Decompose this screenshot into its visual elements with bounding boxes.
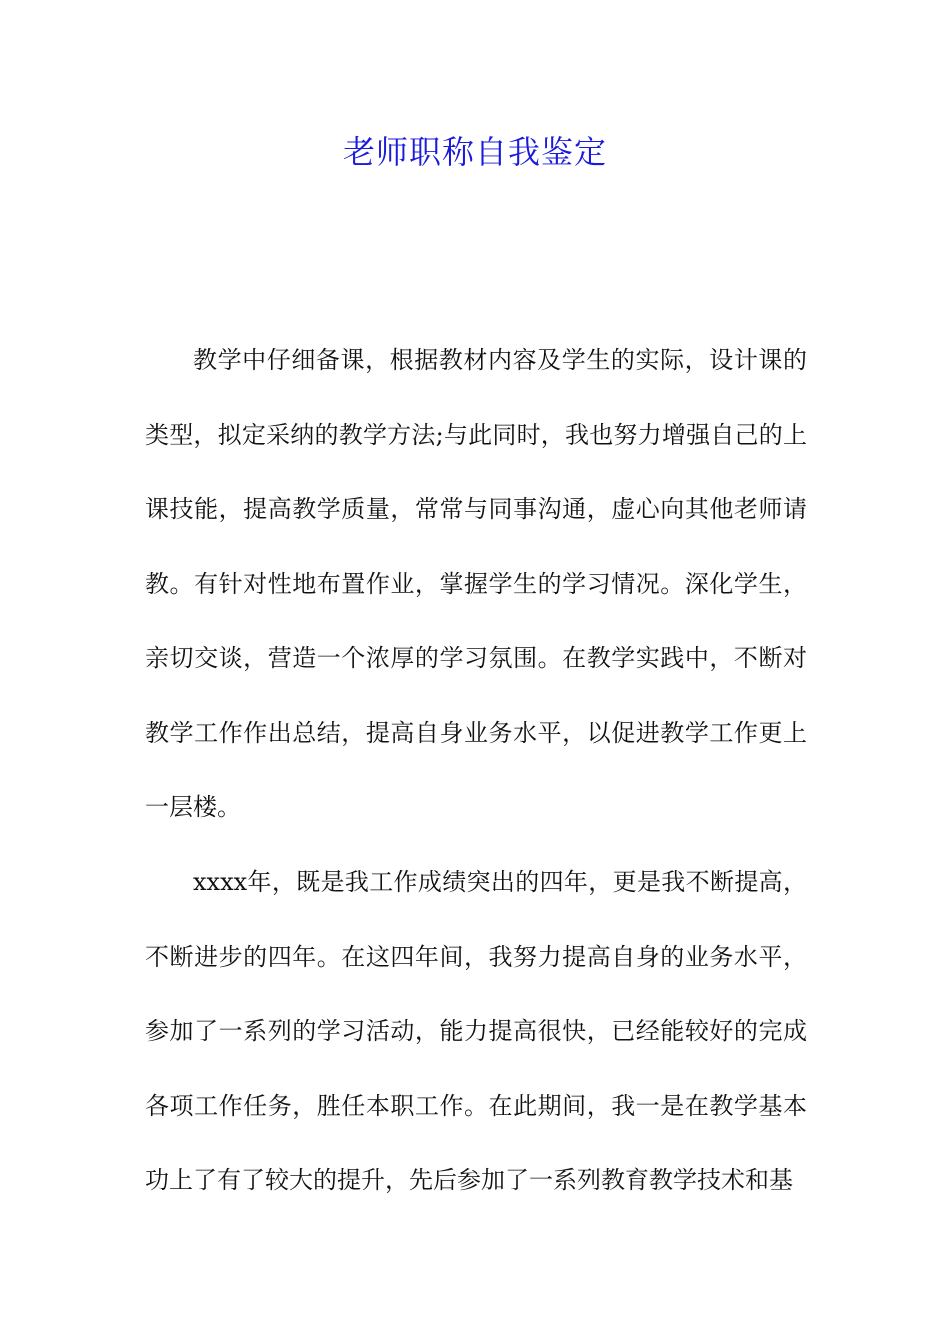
paragraph-2: xxxx年，既是我工作成绩突出的四年，更是我不断提高，不断进步的四年。在这四年间，我努力提高自身的业务水平，参加了一系列的学习活动，能力提高很快，已经能较好的完成各项工作任务，胜任本职工作。在此期间，我一是在教学基本功上了有了较大的提升，先后参加了一系列教育教学技术和基 [145,868,807,1194]
paragraph-2-block [145,845,807,1218]
paragraph-1-block [145,323,807,845]
document-title: 老师职称自我鉴定 [342,133,607,171]
paragraph-1: 教学中仔细备课，根据教材内容及学生的实际，设计课的类型，拟定采纳的教学方法;与此同时，我也努力增强自己的上课技能，提高教学质量，常常与同事沟通，虚心向其他老师请教。有针对性地布置作业，掌握学生的学习情况。深化学生，亲切交谈，营造一个浓厚的学习氛围。在教学实践中，不断对教学工作作出总结，提高自身业务水平，以促进教学工作更上一层楼。 [145,346,807,821]
